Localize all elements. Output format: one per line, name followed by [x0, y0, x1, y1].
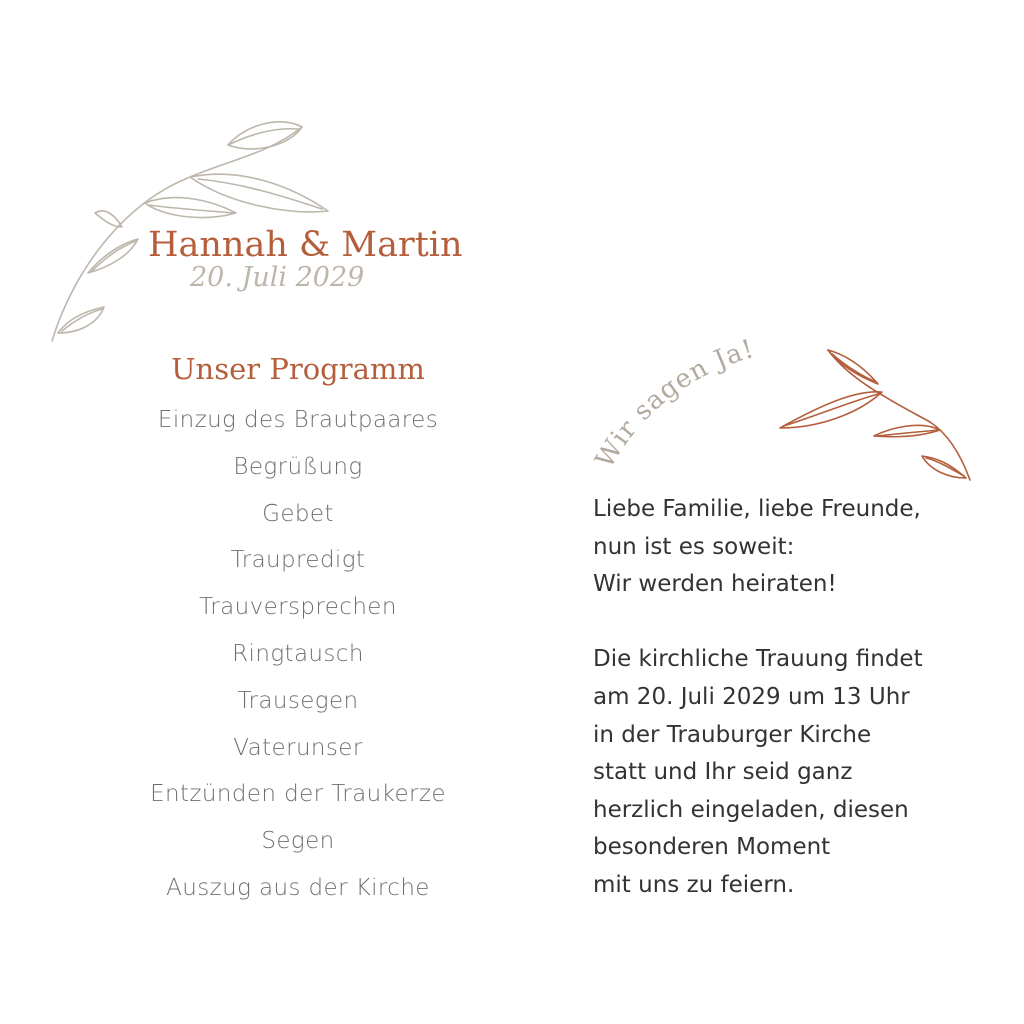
program-item: Trausegen [237, 687, 359, 714]
program-item: Traupredigt [230, 547, 366, 574]
invitation-line: Die kirchliche Trauung findet [593, 646, 923, 673]
leaf-branch-right-icon [770, 340, 980, 490]
invitation-details [593, 641, 993, 904]
invitation-line: am 20. Juli 2029 um 13 Uhr [593, 683, 910, 710]
invitation-line: mit uns zu feiern. [593, 871, 795, 898]
program-item: Begrüßung [233, 453, 363, 480]
program-item: Ringtausch [232, 640, 364, 667]
invitation-line: nun ist es soweit: [593, 533, 795, 560]
wedding-date: 20. Juli 2029 [190, 262, 365, 293]
program-item: Einzug des Brautpaares [157, 407, 439, 433]
invitation-line: statt und Ihr seid ganz [593, 759, 853, 786]
invitation-line: herzlich eingeladen, diesen [593, 796, 909, 823]
program-title: Unser Programm [171, 352, 425, 386]
program-item: Vaterunser [233, 734, 363, 761]
invitation-greeting [593, 491, 993, 604]
invitation-line: besonderen Moment [593, 834, 831, 861]
program-item: Entzünden der Traukerze [150, 781, 446, 808]
invitation-line: Liebe Familie, liebe Freunde, [593, 496, 921, 522]
program-item: Segen [261, 828, 335, 855]
program-item: Trauversprechen [199, 594, 397, 621]
couple-names: Hannah & Martin [148, 225, 463, 265]
program-item: Gebet [262, 500, 334, 527]
invitation-heading: Wir sagen Ja! [590, 333, 758, 474]
invitation-line: Wir werden heiraten! [593, 571, 837, 598]
program-item: Auszug aus der Kirche [166, 874, 430, 901]
invitation-line: in der Trauburger Kirche [593, 721, 872, 748]
invitation-text [593, 491, 993, 942]
svg-text:Wir sagen Ja! [590, 334, 758, 473]
